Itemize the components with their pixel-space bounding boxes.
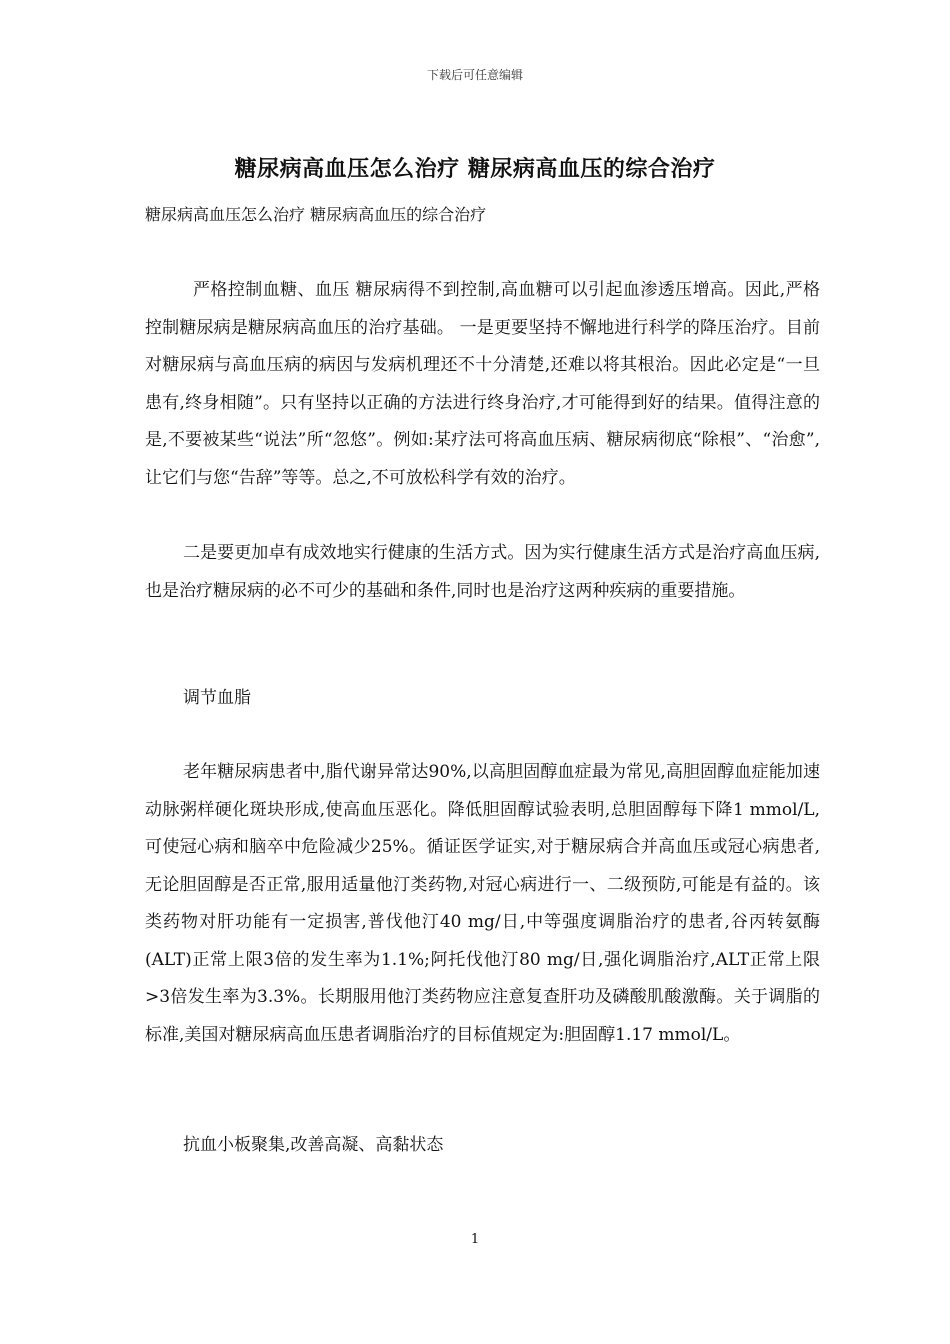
document-subtitle: 糖尿病高血压怎么治疗 糖尿病高血压的综合治疗 xyxy=(145,205,487,224)
section-heading-lipid: 调节血脂 xyxy=(183,688,251,708)
section-heading-antiplatelet: 抗血小板聚集,改善高凝、高黏状态 xyxy=(183,1135,444,1155)
page-number: 1 xyxy=(470,1232,480,1247)
paragraph-healthy-lifestyle: 二是要更加卓有成效地实行健康的生活方式。因为实行健康生活方式是治疗高血压病,也是治疗糖尿病的必不可少的基础和条件,同时也是治疗这两种疾病的重要措施。 xyxy=(145,543,820,601)
header-note: 下载后可任意编辑 xyxy=(426,68,523,82)
paragraph-lipid-regulation: 老年糖尿病患者中,脂代谢异常达90%,以高胆固醇血症最为常见,高胆固醇血症能加速动脉粥样硬化斑块形成,使高血压恶化。降低胆固醇试验表明,总胆固醇每下降1 mmol/L,可使冠心病和脑卒中危险减少25%。循证医学证实,对于糖尿病合并高血压或冠心病患者,无论胆固醇是否正常,服用适量他汀类药物,对冠心病进行一、二级预防,可能是有益的。该类药物对肝功能有一定损害,普伐他汀40 mg/日,中等强度调脂治疗的患者,谷丙转氨酶(ALT)正常上限3倍的发生率为1.1%;阿托伐他汀80 mg/日,强化调脂治疗,ALT正常上限>3倍发生率为3.3%。长期服用他汀类药物应注意复查肝功及磷酸肌酸激酶。关于调脂的标准,美国对糖尿病高血压患者调脂治疗的目标值规定为:胆固醇1.17 mmol/L。 xyxy=(145,762,820,1045)
paragraph-strict-control: 严格控制血糖、血压 糖尿病得不到控制,高血糖可以引起血渗透压增高。因此,严格控制糖尿病是糖尿病高血压的治疗基础。 一是更要坚持不懈地进行科学的降压治疗。目前对糖尿病与高血压病的病因与发病机理还不十分清楚,还难以将其根治。因此必定是“一旦患有,终身相随”。只有坚持以正确的方法进行终身治疗,才可能得到好的结果。值得注意的是,不要被某些“说法”所“忽悠”。例如:某疗法可将高血压病、糖尿病彻底“除根”、“治愈”,让它们与您“告辞”等等。总之,不可放松科学有效的治疗。 xyxy=(145,280,820,488)
document-title: 糖尿病高血压怎么治疗 糖尿病高血压的综合治疗 xyxy=(234,156,716,182)
